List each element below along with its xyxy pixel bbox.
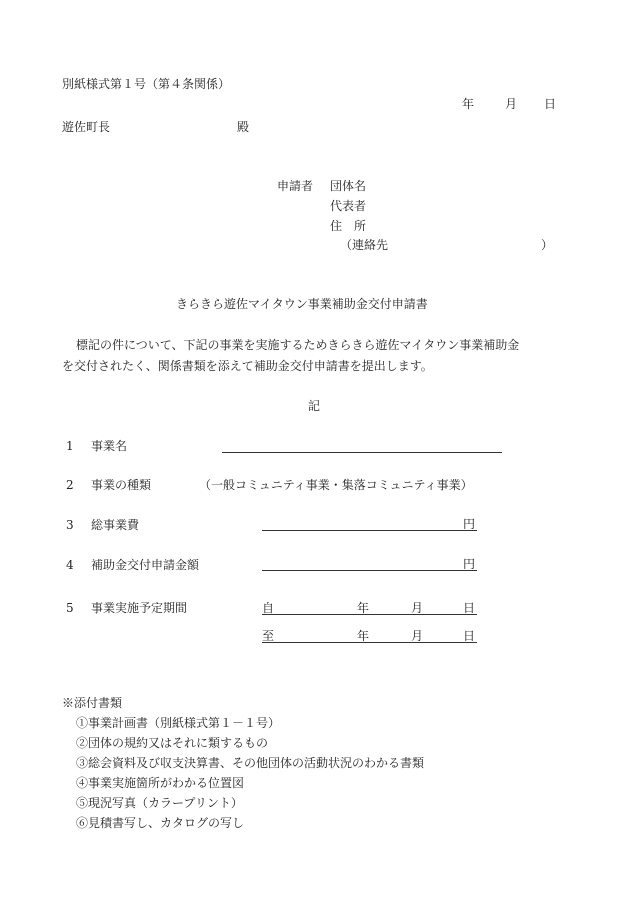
item-3-label: 総事業費 [91,518,140,532]
date-day-label: 日 [544,97,557,111]
date-month-label: 月 [505,97,518,111]
item-3-number: 3 [66,518,74,532]
period-from-month: 月 [411,601,424,615]
attachment-item: ⑥見積書写し、カタログの写し [76,816,245,830]
ki-heading: 記 [308,399,321,413]
period-from-label: 自 [262,601,275,615]
date-year-label: 年 [462,97,475,111]
representative-label: 代表者 [330,199,367,213]
contact-close: ） [541,238,554,252]
addressee-name: 遊佐町長 [62,120,111,134]
project-type-options: （一般コミュニティ事業・集落コミュニティ事業） [199,478,473,492]
body-line-1: 標記の件について、下記の事業を実施するためきらきら遊佐マイタウン事業補助金 [76,338,520,352]
item-1-label: 事業名 [91,439,128,453]
period-to-year: 年 [357,629,370,643]
org-name-label: 団体名 [330,179,367,193]
period-to-day: 日 [463,629,476,643]
period-to-label: 至 [262,629,275,643]
body-line-2: を交付されたく、関係書類を添えて補助金交付申請書を提出します。 [62,359,433,373]
document-title: きらきら遊佐マイタウン事業補助金交付申請書 [176,297,428,311]
form-label: 別紙様式第１号（第４条関係） [62,77,231,91]
applicant-label: 申請者 [277,179,314,193]
attachment-item: ④事業実施箇所がわかる位置図 [76,776,245,790]
attachment-item: ②団体の規約又はそれに類するもの [76,736,269,750]
subsidy-amount-unit: 円 [463,557,476,571]
period-from-line [262,614,477,615]
project-name-line [222,452,502,453]
attachments-heading: ※添付書類 [62,696,123,710]
period-from-year: 年 [357,601,370,615]
item-2-label: 事業の種類 [91,478,152,492]
subsidy-amount-line [262,570,477,571]
contact-open: （連絡先 [340,238,389,252]
item-2-number: 2 [66,478,74,492]
total-cost-line [262,530,477,531]
item-5-number: 5 [66,601,74,615]
item-1-number: 1 [66,439,74,453]
attachment-item: ①事業計画書（別紙様式第１－１号） [76,716,281,730]
period-to-line [262,642,477,643]
total-cost-unit: 円 [463,517,476,531]
item-4-label: 補助金交付申請金額 [91,558,200,572]
addressee-honorific: 殿 [237,120,250,134]
item-5-label: 事業実施予定期間 [91,601,188,615]
address-label: 住 所 [330,219,367,233]
period-from-day: 日 [463,601,476,615]
attachment-item: ⑤現況写真（カラープリント） [76,796,243,810]
attachment-item: ③総会資料及び収支決算書、その他団体の活動状況のわかる書類 [76,756,425,770]
item-4-number: 4 [66,558,74,572]
period-to-month: 月 [411,629,424,643]
